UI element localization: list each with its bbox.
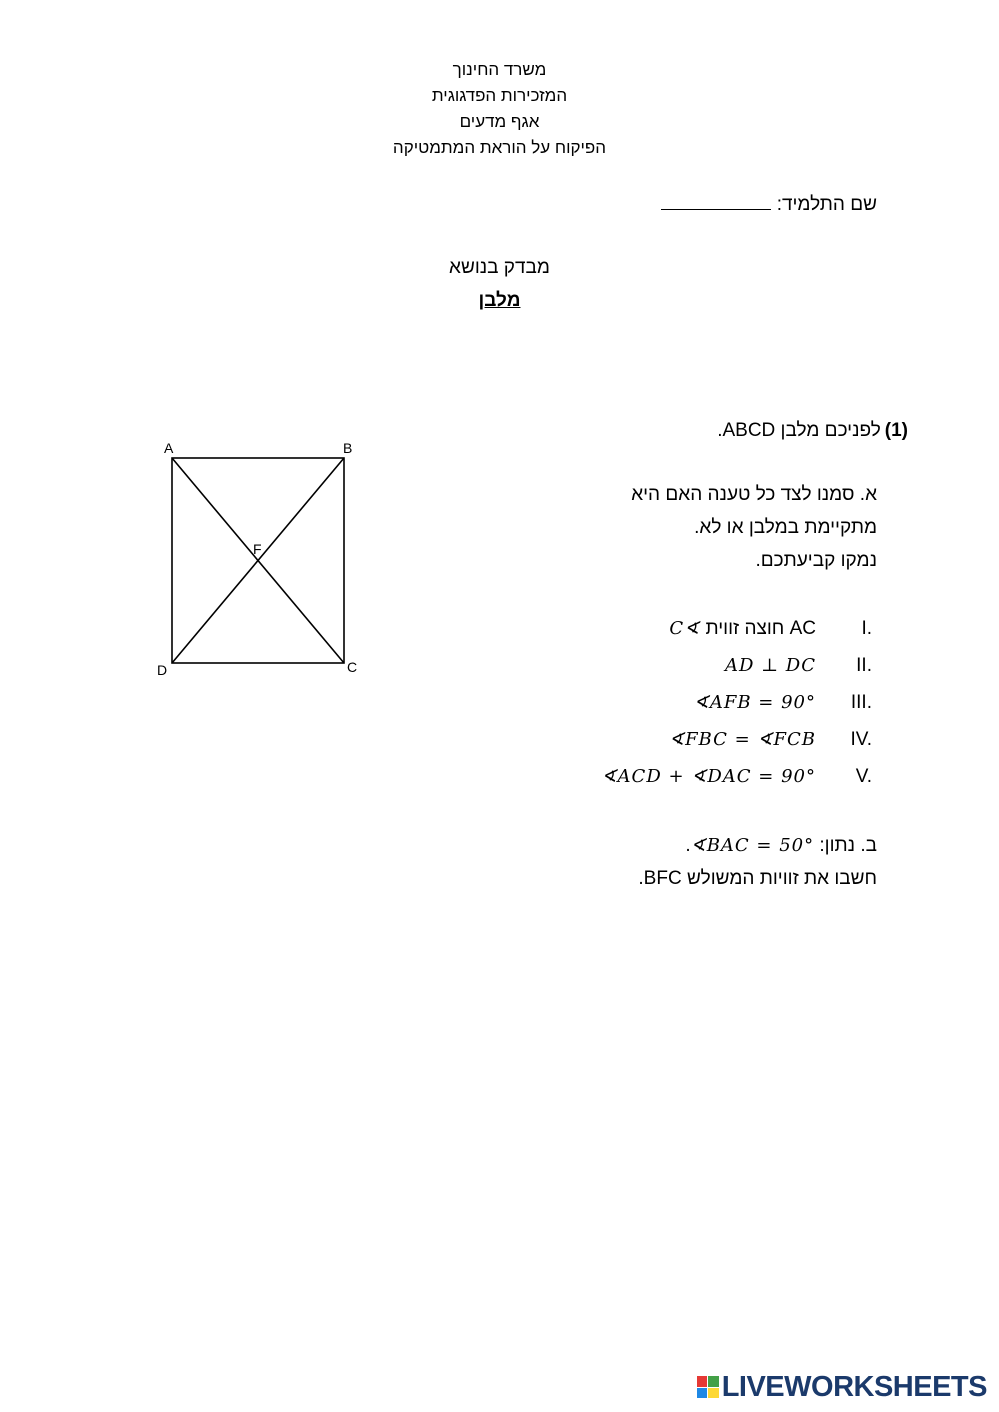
item-4-number: IV. (850, 729, 872, 750)
part-b-prefix: ב. נתון: (819, 835, 877, 856)
header-department: אגף מדעים (459, 112, 540, 131)
part-b-math: ∢BAC = 50° (690, 835, 815, 856)
student-name-label: שם התלמיד: (776, 194, 877, 215)
liveworksheets-logo-icon (697, 1376, 719, 1398)
item-2-number: II. (856, 655, 872, 676)
test-title-text: מלבן (478, 290, 521, 311)
item-1-math: ∢C (669, 618, 701, 639)
test-title (0, 290, 999, 312)
student-name-blank[interactable] (661, 193, 771, 210)
header-secretariat: המזכירות הפדגוגית (431, 86, 568, 105)
header-ministry: משרד החינוך (452, 60, 547, 79)
test-subtitle: מבדק בנושא (449, 257, 550, 278)
liveworksheets-logo (697, 1372, 987, 1402)
item-1-statement (669, 618, 816, 640)
vertex-label-a: A (164, 440, 174, 456)
part-b-suffix: . (685, 835, 691, 856)
item-3-math: ∢AFB = 90° (693, 692, 816, 713)
student-name-row (661, 193, 877, 216)
item-3-statement (694, 692, 816, 714)
rectangle-figure (150, 436, 370, 686)
vertex-label-d: D (157, 662, 168, 678)
item-2-statement (725, 655, 816, 677)
item-5-statement (601, 766, 816, 788)
question-number: (1) (884, 420, 908, 441)
part-a-line2: מתקיימת במלבן או לא. (694, 517, 877, 538)
vertex-label-c: C (347, 659, 358, 675)
header-supervision: הפיקוח על הוראת המתמטיקה (392, 138, 607, 157)
item-4-math: ∢FBC = ∢FCB (668, 729, 816, 750)
item-2-math: AD ⊥ DC (724, 655, 816, 676)
question-header (717, 420, 908, 442)
question-intro: לפניכם מלבן ABCD. (717, 420, 881, 441)
liveworksheets-logo-text: LIVEWORKSHEETS (721, 1370, 987, 1403)
item-5-math: ∢ACD + ∢DAC = 90° (601, 766, 816, 787)
part-b-line2: חשבו את זוויות המשולש BFC. (638, 868, 877, 889)
item-1-number: I. (861, 618, 872, 639)
item-1-text: AC חוצה זווית (705, 618, 816, 639)
part-a-line3: נמקו קביעתכם. (755, 550, 877, 571)
part-b-given (685, 835, 877, 857)
item-5-number: V. (855, 766, 872, 787)
item-4-statement (669, 729, 816, 751)
part-a-line1: א. סמנו לצד כל טענה האם היא (631, 484, 877, 505)
item-3-number: III. (850, 692, 872, 713)
intersection-label-f: F (253, 541, 262, 557)
vertex-label-b: B (343, 440, 353, 456)
